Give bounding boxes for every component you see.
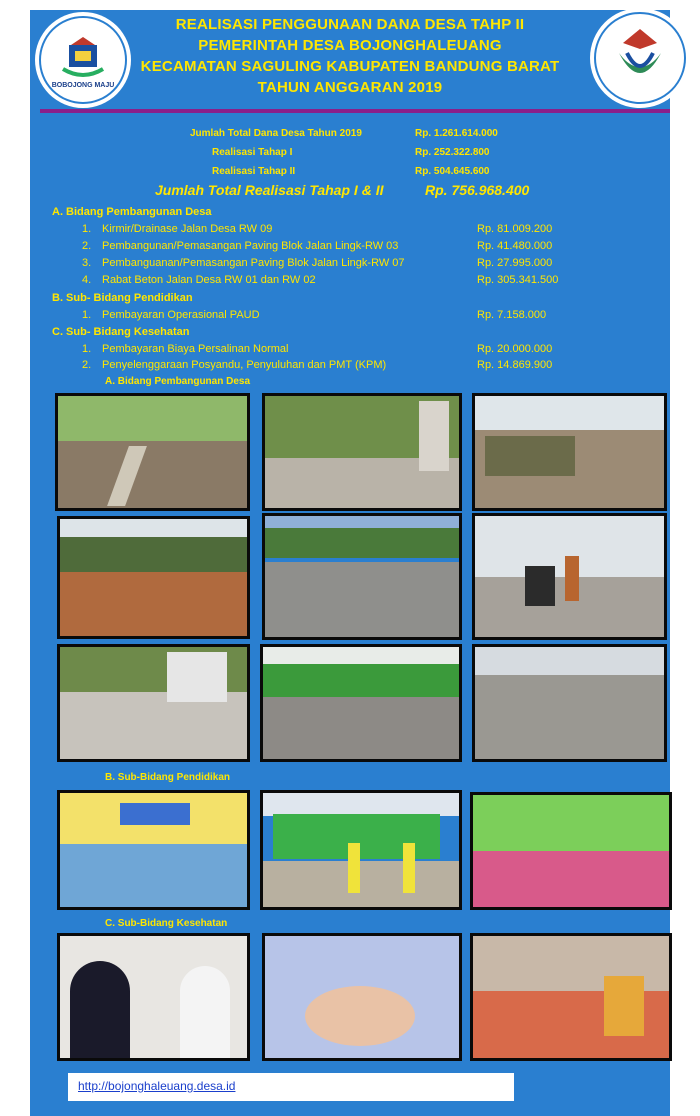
item-text: Kirmir/Drainase Jalan Desa RW 09 xyxy=(102,223,273,235)
list-item xyxy=(82,309,260,321)
summary-label: Jumlah Total Dana Desa Tahun 2019 xyxy=(190,128,362,139)
photo-road-concrete xyxy=(262,513,462,640)
photo-section-heading: B. Sub-Bidang Pendidikan xyxy=(105,772,231,783)
photo-paving-1 xyxy=(57,644,250,762)
photo-paud-classroom xyxy=(470,792,672,910)
ministry-logo xyxy=(590,8,690,108)
item-amount: Rp. 81.009.200 xyxy=(477,223,553,235)
photo-road-motorbike xyxy=(472,513,667,640)
item-amount: Rp. 27.995.000 xyxy=(477,257,553,269)
photo-road-dirt xyxy=(57,516,250,639)
item-number: 1. xyxy=(82,309,92,321)
photo-newborn xyxy=(262,933,462,1061)
total-amount: Rp. 756.968.400 xyxy=(425,182,530,198)
photo-section-heading: C. Sub-Bidang Kesehatan xyxy=(105,918,228,929)
summary-label: Realisasi Tahap I xyxy=(212,147,293,158)
photo-posyandu xyxy=(470,933,672,1061)
item-amount: Rp. 7.158.000 xyxy=(477,309,547,321)
title-line-1: REALISASI PENGGUNAAN DANA DESA TAHP II xyxy=(175,16,525,33)
photo-paving-2 xyxy=(260,644,462,762)
summary-label: Realisasi Tahap II xyxy=(212,166,296,177)
list-item xyxy=(82,359,386,371)
title-line-3: KECAMATAN SAGULING KABUPATEN BANDUNG BARAT xyxy=(140,58,560,75)
total-realization xyxy=(155,182,530,198)
title-line-4: TAHUN ANGGARAN 2019 xyxy=(257,79,443,96)
photo-drainage xyxy=(55,393,250,511)
list-item xyxy=(82,257,405,269)
divider-rule xyxy=(40,109,670,113)
summary-value: Rp. 1.261.614.000 xyxy=(415,128,498,139)
item-text: Pembayaran Operasional PAUD xyxy=(102,309,260,321)
item-amount: Rp. 14.869.900 xyxy=(477,359,553,371)
item-amount: Rp. 41.480.000 xyxy=(477,240,553,252)
item-text: Rabat Beton Jalan Desa RW 01 dan RW 02 xyxy=(102,274,316,286)
item-text: Pembangunan/Pemasangan Paving Blok Jalan Lingk-RW 03 xyxy=(102,240,399,252)
total-label: Jumlah Total Realisasi Tahap I & II xyxy=(155,182,384,198)
item-text: Penyelenggaraan Posyandu, Penyuluhan dan PMT (KPM) xyxy=(102,359,387,371)
photo-drainage-2 xyxy=(262,393,462,511)
section-heading: C. Sub- Bidang Kesehatan xyxy=(52,326,190,338)
item-amount: Rp. 305.341.500 xyxy=(477,274,559,286)
footer-url-box xyxy=(68,1073,514,1101)
summary-value: Rp. 504.645.600 xyxy=(415,166,490,177)
item-text: Pembayaran Biaya Persalinan Normal xyxy=(102,343,289,355)
list-item xyxy=(82,223,272,235)
item-amount: Rp. 20.000.000 xyxy=(477,343,553,355)
list-item xyxy=(82,274,316,286)
photo-drainage-3 xyxy=(472,393,667,511)
list-item xyxy=(82,240,398,252)
photo-paud-children xyxy=(57,790,250,910)
photo-birth-payment xyxy=(57,933,250,1061)
item-text: Pembanguanan/Pemasangan Paving Blok Jalan Lingk-RW 07 xyxy=(102,257,405,269)
item-number: 4. xyxy=(82,274,92,286)
item-number: 2. xyxy=(82,359,92,371)
website-link[interactable]: http://bojonghaleuang.desa.id xyxy=(78,1079,236,1093)
village-logo xyxy=(35,12,131,108)
logo-ring xyxy=(39,16,127,104)
photo-section-heading: A. Bidang Pembangunan Desa xyxy=(105,376,251,387)
section-heading: A. Bidang Pembangunan Desa xyxy=(52,206,212,218)
title-line-2: PEMERINTAH DESA BOJONGHALEUANG xyxy=(198,37,502,54)
photo-paud-building xyxy=(260,790,462,910)
section-heading: B. Sub- Bidang Pendidikan xyxy=(52,292,193,304)
list-item xyxy=(82,343,288,355)
item-number: 1. xyxy=(82,223,92,235)
item-number: 1. xyxy=(82,343,92,355)
page-title xyxy=(120,14,580,98)
logo-ring xyxy=(594,12,686,104)
photo-paving-3 xyxy=(472,644,667,762)
summary-value: Rp. 252.322.800 xyxy=(415,147,490,158)
logo-caption: BOBOJONG MAJU xyxy=(51,82,115,89)
item-number: 3. xyxy=(82,257,92,269)
item-number: 2. xyxy=(82,240,92,252)
